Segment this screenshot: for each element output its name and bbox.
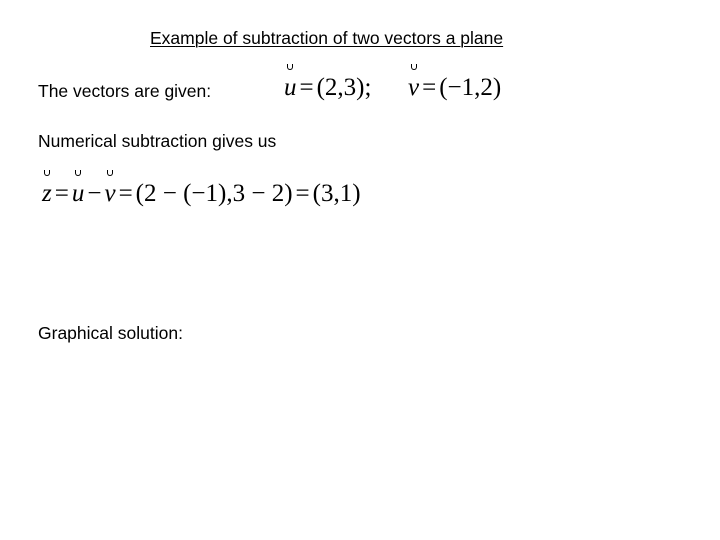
subtraction-result: (3,1) — [312, 180, 361, 207]
vector-u-symbol: u — [72, 181, 85, 206]
vector-u-symbol: u — [284, 75, 297, 100]
minus-sign: − — [87, 180, 102, 207]
vector-mark-icon — [107, 170, 113, 176]
vector-mark-icon — [287, 64, 293, 70]
vector-u-value: (2,3); — [316, 74, 372, 101]
vector-v-symbol: v — [104, 181, 115, 206]
subtraction-equation — [42, 181, 361, 206]
vector-mark-icon — [75, 170, 81, 176]
vector-mark-icon — [411, 64, 417, 70]
vector-v-symbol: v — [408, 75, 419, 100]
vector-v-equation — [408, 75, 501, 100]
vector-mark-icon — [44, 170, 50, 176]
graphical-solution-text: Graphical solution: — [38, 323, 183, 343]
vector-u-equation — [284, 75, 371, 100]
vector-v-value: (−1,2) — [439, 74, 502, 101]
vector-z-symbol: z — [42, 181, 52, 206]
equals-sign: = — [295, 180, 310, 207]
equals-sign: = — [54, 180, 69, 207]
equals-sign: = — [118, 180, 133, 207]
numerical-text: Numerical subtraction gives us — [38, 131, 277, 151]
intro-text: The vectors are given: — [38, 81, 212, 101]
slide-title: Example of subtraction of two vectors a plane — [150, 28, 504, 48]
equals-sign: = — [422, 74, 437, 101]
subtraction-expression: (2 − (−1),3 − 2) — [135, 180, 293, 207]
equals-sign: = — [299, 74, 314, 101]
